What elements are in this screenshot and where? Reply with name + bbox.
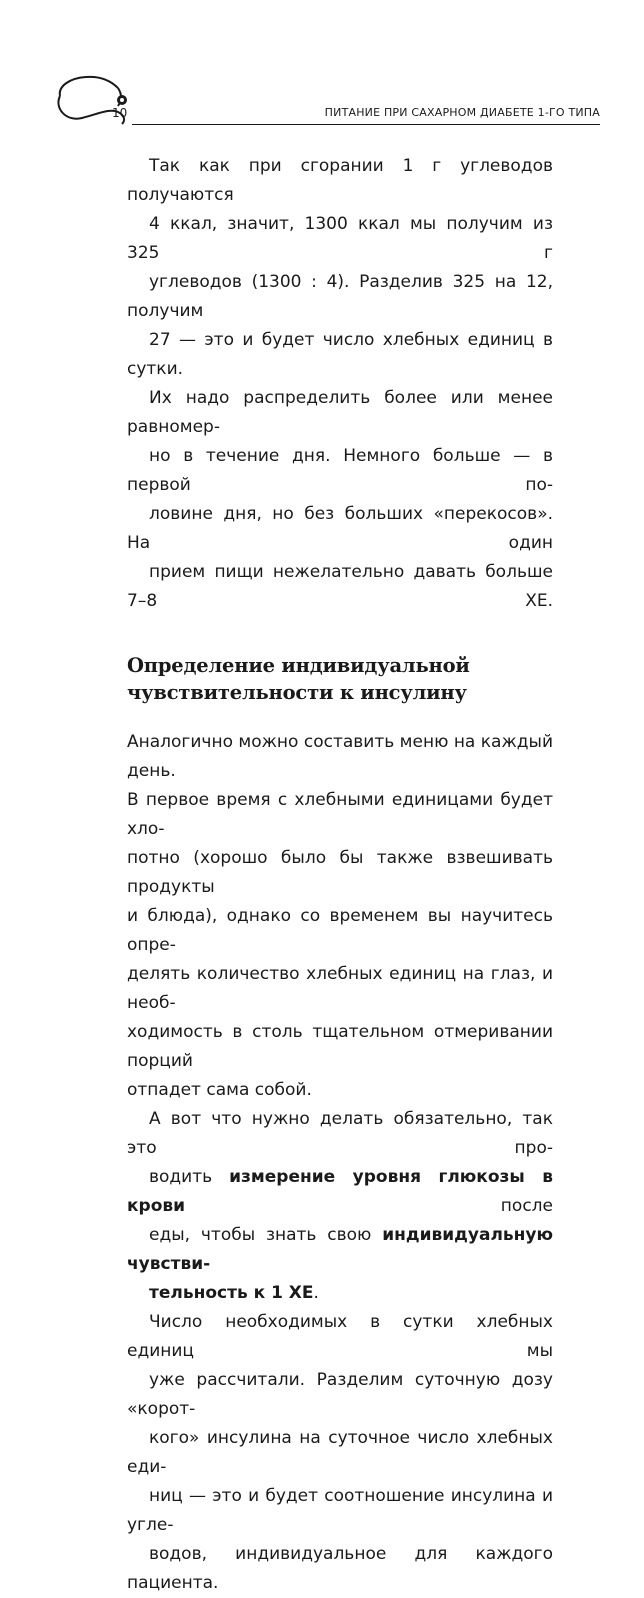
text-line: 27 — это и будет число хлебных единиц в сутки. (127, 330, 553, 379)
text-run: водить (149, 1167, 230, 1187)
text-run: после (185, 1196, 553, 1216)
page-number: 10 (112, 106, 128, 120)
header-rule (132, 124, 600, 125)
text-run: . (313, 1283, 319, 1303)
page-content (127, 152, 553, 1598)
text-line (127, 1221, 553, 1279)
text-line: Аналогично можно составить меню на каждый день. (127, 732, 553, 781)
section-heading (127, 652, 553, 706)
text-line: уже рассчитали. Разделим суточную дозу «корот- (127, 1370, 553, 1419)
paragraph-4 (127, 1308, 553, 1598)
text-line: углеводов (1300 : 4). Разделив 325 на 12, получим (127, 272, 553, 321)
bold-emphasis: индивидуальную чувстви- (127, 1225, 553, 1274)
text-line: А вот что нужно делать обязательно, так это про- (127, 1109, 553, 1158)
section-heading-line-1: Определение индивидуальной (127, 654, 470, 677)
text-line: прием пищи нежелательно давать больше 7–8 ХЕ. (127, 562, 553, 611)
text-line: кого» инсулина на суточное число хлебных еди- (127, 1428, 553, 1477)
text-line: водов, индивидуальное для каждого пациента. (127, 1544, 553, 1593)
bold-emphasis: тельность к 1 ХЕ (149, 1283, 314, 1303)
text-line: ходимость в столь тщательном отмеривании порций (127, 1022, 553, 1071)
text-line: 4 ккал, значит, 1300 ккал мы получим из 325 г (127, 214, 553, 263)
text-line: делять количество хлебных единиц на глаз, и необ- (127, 964, 553, 1013)
page-header (52, 68, 600, 128)
text-line: Их надо распределить более или менее равномер- (127, 388, 553, 437)
text-line: и блюда), однако со временем вы научитесь опре- (127, 906, 553, 955)
text-line: отпадет сама собой. (127, 1080, 312, 1100)
text-line: ниц — это и будет соотношение инсулина и угле- (127, 1486, 553, 1535)
text-line (127, 1279, 553, 1308)
paragraph-1 (127, 152, 553, 616)
text-line: В первое время с хлебными единицами будет хло- (127, 790, 553, 839)
stethoscope-icon (52, 68, 142, 128)
text-line: но в течение дня. Немного больше — в первой по- (127, 446, 553, 495)
section-heading-line-2: чувствительности к инсулину (127, 681, 467, 704)
paragraph-2 (127, 728, 553, 1105)
paragraph-3 (127, 1105, 553, 1308)
text-run: еды, чтобы знать свою (149, 1225, 383, 1245)
text-line: Так как при сгорании 1 г углеводов получаются (127, 156, 553, 205)
text-line (127, 1163, 553, 1221)
text-line: потно (хорошо было бы также взвешивать продукты (127, 848, 553, 897)
bold-emphasis: измерение уровня глюкозы в крови (127, 1167, 553, 1216)
text-line: Число необходимых в сутки хлебных единиц мы (127, 1312, 553, 1361)
text-line: ловине дня, но без больших «перекосов». На один (127, 504, 553, 553)
running-title: ПИТАНИЕ ПРИ САХАРНОМ ДИАБЕТЕ 1-ГО ТИПА (324, 106, 600, 119)
